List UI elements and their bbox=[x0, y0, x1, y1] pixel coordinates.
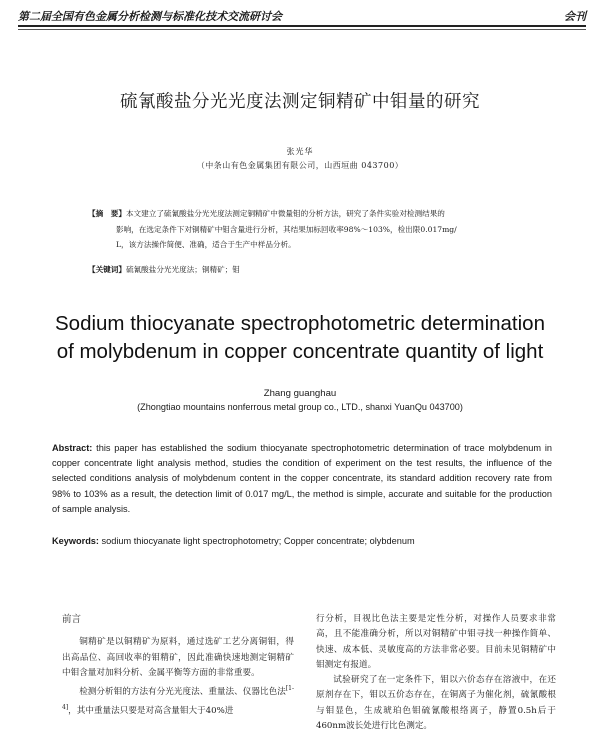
english-keywords-label: Keywords: bbox=[52, 536, 99, 546]
chinese-title: 硫氰酸盐分光光度法测定铜精矿中钼量的研究 bbox=[120, 92, 480, 112]
chinese-author: 张光华 bbox=[286, 147, 314, 156]
english-abstract-text: this paper has established the sodium thiocyanate spectrophotometric determination of trace molybdenum in copper concentrate light analysis method, studies the condition of experiment on the test results, the influence of the selected conditions analysis of molybdenum content in the copper concentrate, its standard addition recovery rate from 98% to 103% as a result, the detection limit of 0.017 mg/L, the method is simple, accurate and suitable for the production of sample analysis. bbox=[52, 443, 552, 514]
chinese-affiliation: （中条山有色金属集团有限公司，山西垣曲 043700） bbox=[196, 161, 404, 170]
english-title-line: Sodium thiocyanate spectrophotometric determination bbox=[55, 312, 545, 335]
english-abstract bbox=[52, 441, 552, 517]
body-paragraph: 行分析，目视比色法主要是定性分析，对操作人员要求非常高，且不能准确分析，所以对铜精矿中钼寻找一种操作简单、快速、成本低、灵敏度高的方法非常必要。目前未见铜精矿中钼测定有报道。 bbox=[316, 614, 556, 670]
body-column-right bbox=[316, 612, 556, 734]
chinese-abstract-line: L，该方法操作简便、准确，适合于生产中样品分析。 bbox=[116, 240, 296, 249]
chinese-keywords bbox=[88, 264, 518, 275]
conference-name: 第二届全国有色金属分析检测与标准化技术交流研讨会 bbox=[18, 10, 282, 23]
english-keywords bbox=[52, 536, 552, 546]
header-rule-thin bbox=[18, 29, 586, 30]
english-title-line: of molybdenum in copper concentrate quantity of light bbox=[56, 340, 544, 363]
english-title bbox=[0, 310, 600, 366]
chinese-abstract-line: 本文建立了硫氰酸盐分光光度法测定铜精矿中微量钼的分析方法，研究了条件实验对检测结果的 bbox=[125, 209, 445, 218]
english-affiliation: (Zhongtiao mountains nonferrous metal group co., LTD., shanxi YuanQu 043700) bbox=[137, 402, 463, 412]
body-text: ，其中重量法只要是对高含量钼大于40%进 bbox=[68, 706, 234, 717]
running-header bbox=[18, 8, 586, 24]
body-paragraph: 试验研究了在一定条件下，钼以六价态存在溶液中，在还原剂存在下，钼以五价态存在，在铜离子为催化剂，硫氰酸根与钼显色，生成琥珀色钼硫氰酸根络离子，静置0.5h后于460nm波长处进行比色测定。 bbox=[316, 675, 556, 732]
chinese-abstract-label: 【摘 要】 bbox=[88, 209, 126, 218]
body-paragraph bbox=[62, 681, 294, 719]
body-text: 检测分析钼的方法有分光光度法、重量法、仪器比色法 bbox=[79, 687, 286, 698]
chinese-abstract bbox=[88, 206, 518, 253]
chinese-keywords-label: 【关键词】 bbox=[88, 265, 126, 274]
english-author: Zhang guanghau bbox=[263, 388, 337, 399]
english-abstract-label: Abstract: bbox=[52, 443, 93, 453]
header-rule-thick bbox=[18, 25, 586, 27]
section-label: 会刊 bbox=[564, 10, 586, 23]
citation-ref: [1-4] bbox=[62, 685, 294, 712]
body-column-left bbox=[62, 612, 294, 720]
section-heading: 前言 bbox=[62, 614, 82, 625]
english-keywords-text: sodium thiocyanate light spectrophotometry; Copper concentrate; olybdenum bbox=[98, 536, 415, 546]
chinese-keywords-text: 硫氰酸盐分光光度法；铜精矿；钼 bbox=[125, 265, 240, 274]
body-paragraph: 铜精矿是以铜精矿为原料，通过选矿工艺分离铜钼，得出高品位、高回收率的钼精矿，因此准确快速地测定铜精矿中钼含量对加料分析、金属平衡等方面的非常重要。 bbox=[62, 637, 294, 678]
chinese-abstract-line: 影响，在选定条件下对铜精矿中钼含量进行分析，其结果加标回收率98%～103%，检出限0.017mg/ bbox=[116, 224, 457, 234]
